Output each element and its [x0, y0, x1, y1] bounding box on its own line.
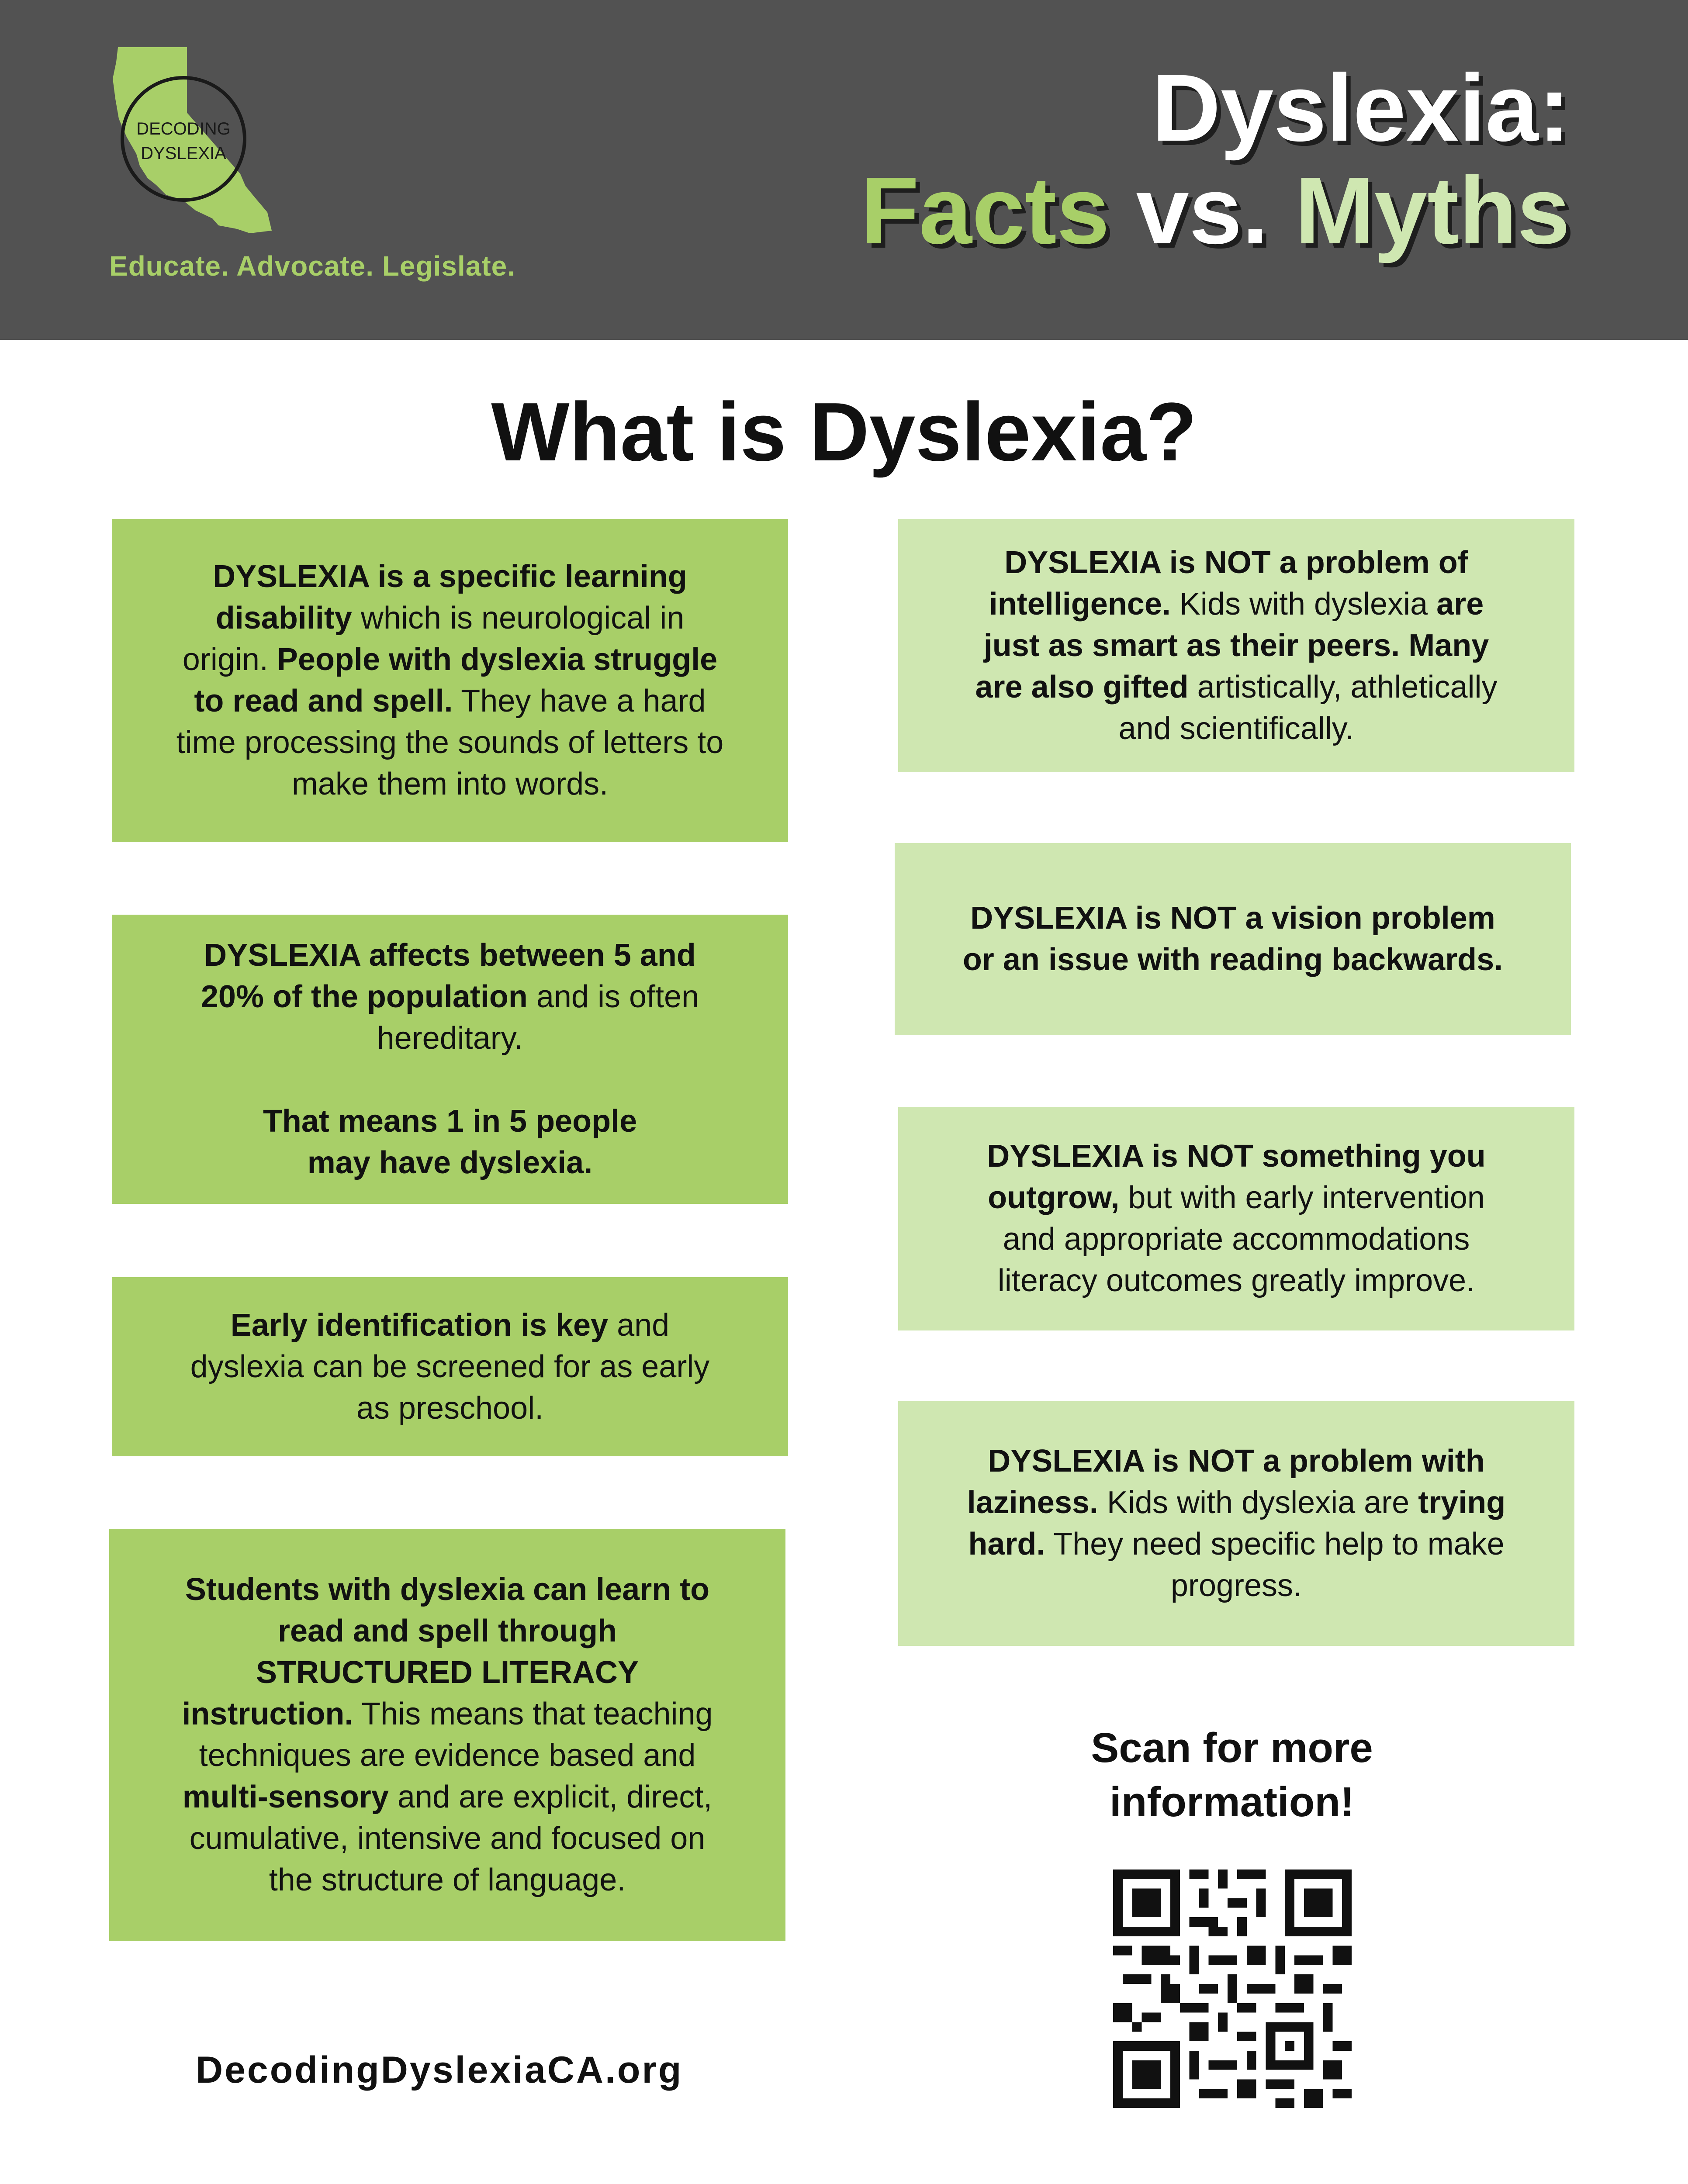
fact-box-structured-literacy — [109, 1529, 785, 1941]
myth-text-bold: are just as smart as their peers. Many are also gifted — [975, 586, 1489, 705]
myth-text: artistically, athletically and scientifically. — [1118, 669, 1498, 746]
myth-text: Kids with dyslexia — [1170, 586, 1437, 622]
myth-text-bold: DYSLEXIA is NOT a problem of intelligence. — [989, 545, 1468, 622]
title-facts-vs-myths — [861, 159, 1570, 262]
title-vs-word: vs. — [1109, 158, 1295, 264]
fact-text-bold: Early identification is key — [230, 1307, 609, 1343]
fact-text-bold: DYSLEXIA affects between 5 and 20% of the population — [201, 938, 696, 1014]
myth-text-bold: DYSLEXIA is NOT a problem with laziness. — [967, 1444, 1485, 1520]
fact-text-bold: People with dyslexia struggle to read and spell. — [194, 642, 718, 719]
myth-text-bold: trying hard. — [968, 1485, 1506, 1562]
tagline: Educate. Advocate. Legislate. — [109, 250, 516, 282]
fact-box-prevalence — [112, 915, 788, 1204]
myth-box-vision — [895, 843, 1571, 1035]
myth-text: but with early intervention and appropriate accommodations literacy outcomes greatly improve. — [997, 1180, 1485, 1298]
fact-text: This means that teaching techniques are evidence based and — [199, 1697, 713, 1773]
fact-text-bold: That means 1 in 5 people may have dyslexia. — [263, 1104, 637, 1180]
myth-box-intelligence — [898, 519, 1574, 772]
fact-text-bold: Students with dyslexia can learn to read and spell through STRUCTURED LITERACY instruction. — [182, 1572, 710, 1731]
section-heading: What is Dyslexia? — [491, 386, 1197, 478]
fact-text: and dyslexia can be screened for as early as preschool. — [190, 1307, 710, 1426]
fact-text-bold: multi-sensory — [182, 1780, 389, 1814]
qr-code-icon[interactable] — [1113, 1870, 1352, 2108]
fact-box-early-identification — [112, 1277, 788, 1456]
fact-text: They have a hard time processing the sounds of letters to make them into words. — [176, 684, 724, 802]
myth-box-laziness — [898, 1401, 1574, 1646]
fact-text-bold: DYSLEXIA is a specific learning disability — [213, 559, 687, 636]
myth-text: They need specific help to make progress. — [1045, 1527, 1505, 1603]
page-title — [861, 57, 1570, 263]
title-myths-word: Myths — [1295, 158, 1570, 264]
title-facts-word: Facts — [861, 158, 1110, 264]
myth-text-bold: DYSLEXIA is NOT a vision problem or an issue with reading backwards. — [962, 901, 1503, 977]
title-dyslexia: Dyslexia: — [1152, 55, 1570, 161]
fact-text: and are explicit, direct, cumulative, intensive and focused on the structure of language. — [189, 1780, 713, 1897]
myth-text: Kids with dyslexia are — [1098, 1485, 1418, 1520]
fact-box-definition — [112, 519, 788, 842]
header-banner — [0, 0, 1688, 340]
scan-prompt: Scan for more information! — [1091, 1724, 1373, 1825]
logo-text-decoding: DECODING — [136, 119, 231, 138]
myth-text-bold: DYSLEXIA is NOT something you outgrow, — [987, 1139, 1486, 1215]
california-shape-icon — [113, 47, 272, 233]
website-link[interactable]: DecodingDyslexiaCA.org — [196, 2049, 683, 2091]
logo-text-dyslexia: DYSLEXIA — [141, 144, 226, 163]
fact-text: which is neurological in origin. — [182, 601, 685, 677]
decoding-dyslexia-logo — [109, 47, 275, 239]
myth-box-outgrow — [898, 1107, 1574, 1330]
fact-text: and is often hereditary. — [377, 979, 699, 1056]
